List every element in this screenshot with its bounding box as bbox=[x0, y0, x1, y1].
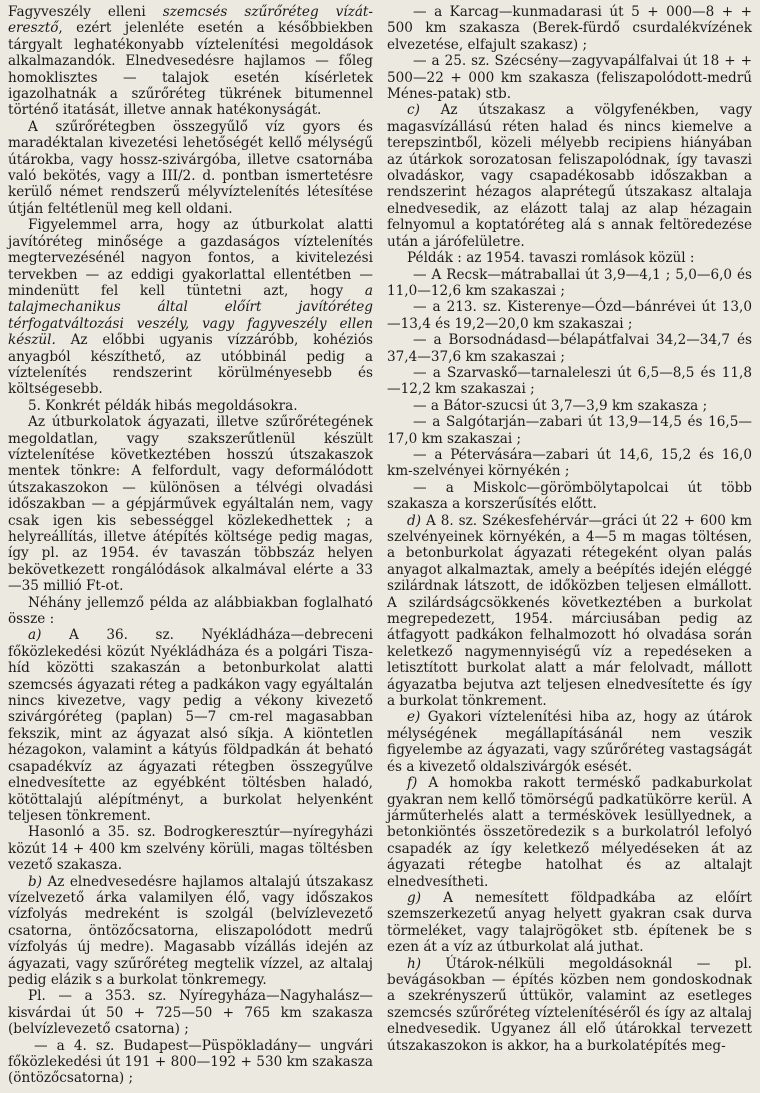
list-item bbox=[387, 267, 752, 300]
paragraph bbox=[387, 102, 752, 250]
text-run: — A Recsk—mátraballai út 3,9—4,1 ; 5,0—6,0 és 11,0—12,6 km szakaszai ; bbox=[387, 266, 752, 299]
list-item bbox=[8, 1038, 373, 1087]
italic-text: d) bbox=[407, 512, 422, 529]
paragraph bbox=[8, 398, 373, 414]
list-item bbox=[387, 398, 752, 414]
paragraph bbox=[387, 709, 752, 775]
italic-text: a talajmechanikus által előírt javítóréteg térfogatváltozási veszély, vagy fagyveszély ellen készül. bbox=[8, 282, 373, 349]
text-run: Pl. — a 353. sz. Nyíregyháza—Nagyhalász—kisvárdai út 50 + 725—50 + 765 km szakasza (belvízlevezető csatorna) ; bbox=[8, 988, 373, 1038]
text-run: Fagyveszély elleni bbox=[8, 4, 163, 20]
paragraph bbox=[8, 4, 373, 119]
text-run: Útárok-nélküli megoldásoknál — pl. bevágásokban — építés közben nem gondoskodnak a szekrényszerű úttükör, valamint az esetleges szemcsés szűrőréteg víztelenítéséről és így az altalaj elnedvesedik. Ugyanez áll elő útárokkal tervezett útszakaszokon is akkor, ha a burkolatépítés meg- bbox=[387, 955, 752, 1054]
text-run: A homokba rakott terméskő padkaburkolat gyakran nem kellő tömörségű padkatükörre kerül. A járműterhelés alatt a terméskövek lesüllyednek, a betonkiöntés összetöredezik s a burkolatról lefolyó csapadék az így keletkező mélyedéseken át az ágyazati rétegbe hatolhat és az altalajt elnedvesítheti. bbox=[387, 775, 752, 890]
list-item bbox=[387, 299, 752, 332]
text-run: — a Pétervására—zabari út 14,6, 15,2 és 16,0 km-szelvényei környékén ; bbox=[387, 446, 752, 480]
text-run: — a Miskolc—görömbölytapolcai út több szakasza a korszerűsítés előtt. bbox=[387, 479, 752, 513]
text-run: A 36. sz. Nyékládháza—debreceni főközlekedési közút Nyékládháza és a polgári Tisza-híd közötti szakaszán a betonburkolat alatti szemcsés ágyazati réteg a padkákon vagy egyáltalán nincs kivezetve, vagy pedig a vékony kivezető szivárgóréteg (paplan) 5—7 cm-rel magasabban fekszik, mint az ágyazat alsó síkja. A kiöntetlen hézagokon, valamint a kátyús földpadkán át beható csapadékvíz az ágyazati rétegben összegyűlve elnedvesítette az egyébként töltésben haladó, kötöttalajú alépítményt, a burkolat helyenként teljesen tönkrement. bbox=[8, 627, 373, 824]
text-run: Az útszakasz a völgyfenékben, vagy magasvízállású réten halad és nincs kiemelve a terepszintből, közeli mélyebb recipiens hiányában az útárkok sorozatosan feliszapolódnak, így tavaszi olvadáskor, vagy csapadékosabb időszakban a rendszerint hézagos alaprétegű útszakasz altalaja elnedvesedik, az elázott talaj az alap hézagain felnyomul a koptatóréteg alá s annak feltöredezése után a járófelületre. bbox=[387, 102, 752, 250]
text-run: — a 4. sz. Budapest—Püspökladány— ungvári főközlekedési út 191 + 800—192 + 530 km szakasza (öntözőcsatorna) ; bbox=[8, 1037, 373, 1087]
paragraph bbox=[8, 414, 373, 594]
list-item bbox=[387, 365, 752, 398]
text-run: A nemesített földpadkába az előírt szemszerkezetű anyag helyett gyakran csak durva törmeléket, vagy talajrögöket stb. építenek be s ezen át a víz az útburkolat alá juthat. bbox=[387, 889, 752, 956]
paragraph bbox=[387, 890, 752, 956]
list-item bbox=[387, 414, 752, 447]
paragraph bbox=[387, 956, 752, 1054]
paragraph bbox=[8, 988, 373, 1037]
paragraph bbox=[387, 250, 752, 266]
text-run: — a Bátor-szucsi út 3,7—3,9 km szakasza ; bbox=[413, 397, 708, 414]
italic-text: e) bbox=[407, 709, 421, 726]
italic-text: szemcsés szűrőréteg vízát-eresztő bbox=[8, 4, 373, 37]
text-run: 5. Konkrét példák hibás megoldásokra. bbox=[28, 397, 298, 414]
list-item bbox=[387, 447, 752, 480]
text-run: A 8. sz. Székesfehérvár—gráci út 22 + 600 km szelvényeinek környékén, a 4—5 m magas töltésen, a betonburkolat ágyazati rétegeként olyan palás anyagot alkalmaztak, amely a beépítés idején eléggé szilárdnak látszott, de időközben teljesen elmállott. A szilárdságcsökkenés következtében a burkolat megrepedezett, 1954. márciusában pedig az átfagyott padkákon felhalmozott hó olvadása során keletkező nagymennyiségű víz a repedéseken a letisztított burkolat alatt a már felolvadt, mállott ágyazatba bejutva azt teljesen elnedvesítette és így a burkolat tönkrement. bbox=[387, 512, 752, 710]
text-run: Példák : az 1954. tavaszi romlások közül : bbox=[407, 250, 695, 267]
list-item bbox=[387, 332, 752, 365]
text-run: — a Szarvaskő—tarnaleleszi út 6,5—8,5 és 11,8—12,2 km szakaszai ; bbox=[387, 364, 752, 398]
text-run: — a Salgótarján—zabari út 13,9—14,5 és 16,5—17,0 km szakaszai ; bbox=[387, 414, 752, 447]
text-run: — a Karcag—kunmadarasi út 5 + 000—8 + + 500 km szakasza (Berek-fürdő csurdalékvízének elvezetése, elfajult szakasz) ; bbox=[387, 4, 752, 53]
paragraph bbox=[8, 119, 373, 217]
italic-text: g) bbox=[407, 889, 422, 906]
text-column-left bbox=[8, 4, 373, 1093]
text-run: Hasonló a 35. sz. Bodrogkeresztúr—nyíregyházi közút 14 + 400 km szelvény körüli, magas töltésben vezető szakasza. bbox=[8, 824, 373, 874]
list-item bbox=[387, 480, 752, 513]
text-run: — a 213. sz. Kisterenye—Ózd—bánrévei út 13,0—13,4 és 19,2—20,0 km szakaszai ; bbox=[387, 299, 752, 332]
italic-text: b) bbox=[28, 873, 43, 890]
italic-text: c) bbox=[407, 102, 420, 119]
italic-text: a) bbox=[28, 627, 42, 644]
text-run: — a 25. sz. Szécsény—zagyvapálfalvai út 18 + + 500—22 + 000 km szakasza (feliszapolódott-medrű Ménes-patak) stb. bbox=[387, 53, 752, 103]
list-item bbox=[387, 53, 752, 102]
paragraph bbox=[8, 595, 373, 628]
text-run: Az elnedvesedésre hajlamos altalajú útszakasz vízelvezető árka valamilyen élő, vagy időszakos vízfolyás medreként is szolgál (belvízlevezető csatorna, öntözőcsatorna, eliszapolódott medrű vízfolyás új medre). Magasabb vízállás idején az ágyazati, vagy szűrőréteg megtelik vízzel, az altalaj pedig elázik s a burkolat tönkremegy. bbox=[8, 873, 373, 988]
paragraph bbox=[8, 627, 373, 824]
text-run: Figyelemmel arra, hogy az útburkolat alatti javítóréteg minősége a gazdaságos víztelenítés megtervezésénél nagyon fontos, a kivitelezési tervekben — az eddigi gyakorlattal ellentétben — mindenütt fel kell tüntetni azt, hogy bbox=[8, 217, 373, 299]
text-run: , ezért jelenléte esetén a későbbiekben tárgyalt leghatékonyabb víztelenítési megoldások alkalmazandók. Elnedvesedésre hajlamos — főleg homoklisztes — talajok esetén kísérletek igazolhatnák a szűrőréteg tükrének bitumennel történő itatását, illetve annak hatékonyságát. bbox=[8, 20, 373, 119]
text-run: Gyakori víztelenítési hiba az, hogy az útárok mélységének megállapításánál nem veszik figyelembe az ágyazati, vagy szűrőréteg vastagságát és a kivezető oldalszivárgók esését. bbox=[387, 709, 752, 775]
paragraph bbox=[8, 217, 373, 397]
paragraph bbox=[8, 824, 373, 873]
text-run: Az útburkolatok ágyazati, illetve szűrőrétegének megoldatlan, vagy szakszerűtlenül készült víztelenítése következtében hosszú útszakaszok mentek tönkre: A felfordult, vagy deformálódott útszakaszokon — különösen a télvégi olvadási időszakban — a gépjárművek egyáltalán nem, vagy csak igen kis sebességgel közlekedhettek ; a helyreállítás, illetve átépítés költsége pedig magas, így pl. az 1954. év tavaszán többszáz helyen bekövetkezett rongálódások alkalmával elérte a 33—35 millió Ft-ot. bbox=[8, 414, 373, 595]
paragraph bbox=[8, 874, 373, 989]
paragraph bbox=[387, 513, 752, 710]
list-item bbox=[387, 4, 752, 53]
italic-text: f) bbox=[407, 775, 418, 792]
text-run: Az előbbi ugyanis vízzáróbb, kohéziós anyagból készíthető, az utóbbinál pedig a víztelenítés rendszerint körülményesebb és költségesebb. bbox=[8, 332, 373, 398]
paragraph bbox=[387, 775, 752, 890]
text-column-right bbox=[387, 4, 752, 1093]
text-run: — a Borsodnádasd—bélapátfalvai 34,2—34,7 és 37,4—37,6 km szakaszai ; bbox=[387, 332, 752, 365]
italic-text: h) bbox=[407, 955, 422, 972]
text-run: A szűrőrétegben összegyűlő víz gyors és maradéktalan kivezetési lehetőségét kellő mélységű útárokba, vagy hossz-szivárgóba, illetve csatornába való bekötés, vagy a III/2. d. pontban ismertetésre kerülő német rendszerű mélyvíztelenítés létesítése útján feltétlenül meg kell oldani. bbox=[8, 118, 373, 217]
text-run: Néhány jellemző példa az alábbiakban foglalható össze : bbox=[8, 594, 373, 628]
